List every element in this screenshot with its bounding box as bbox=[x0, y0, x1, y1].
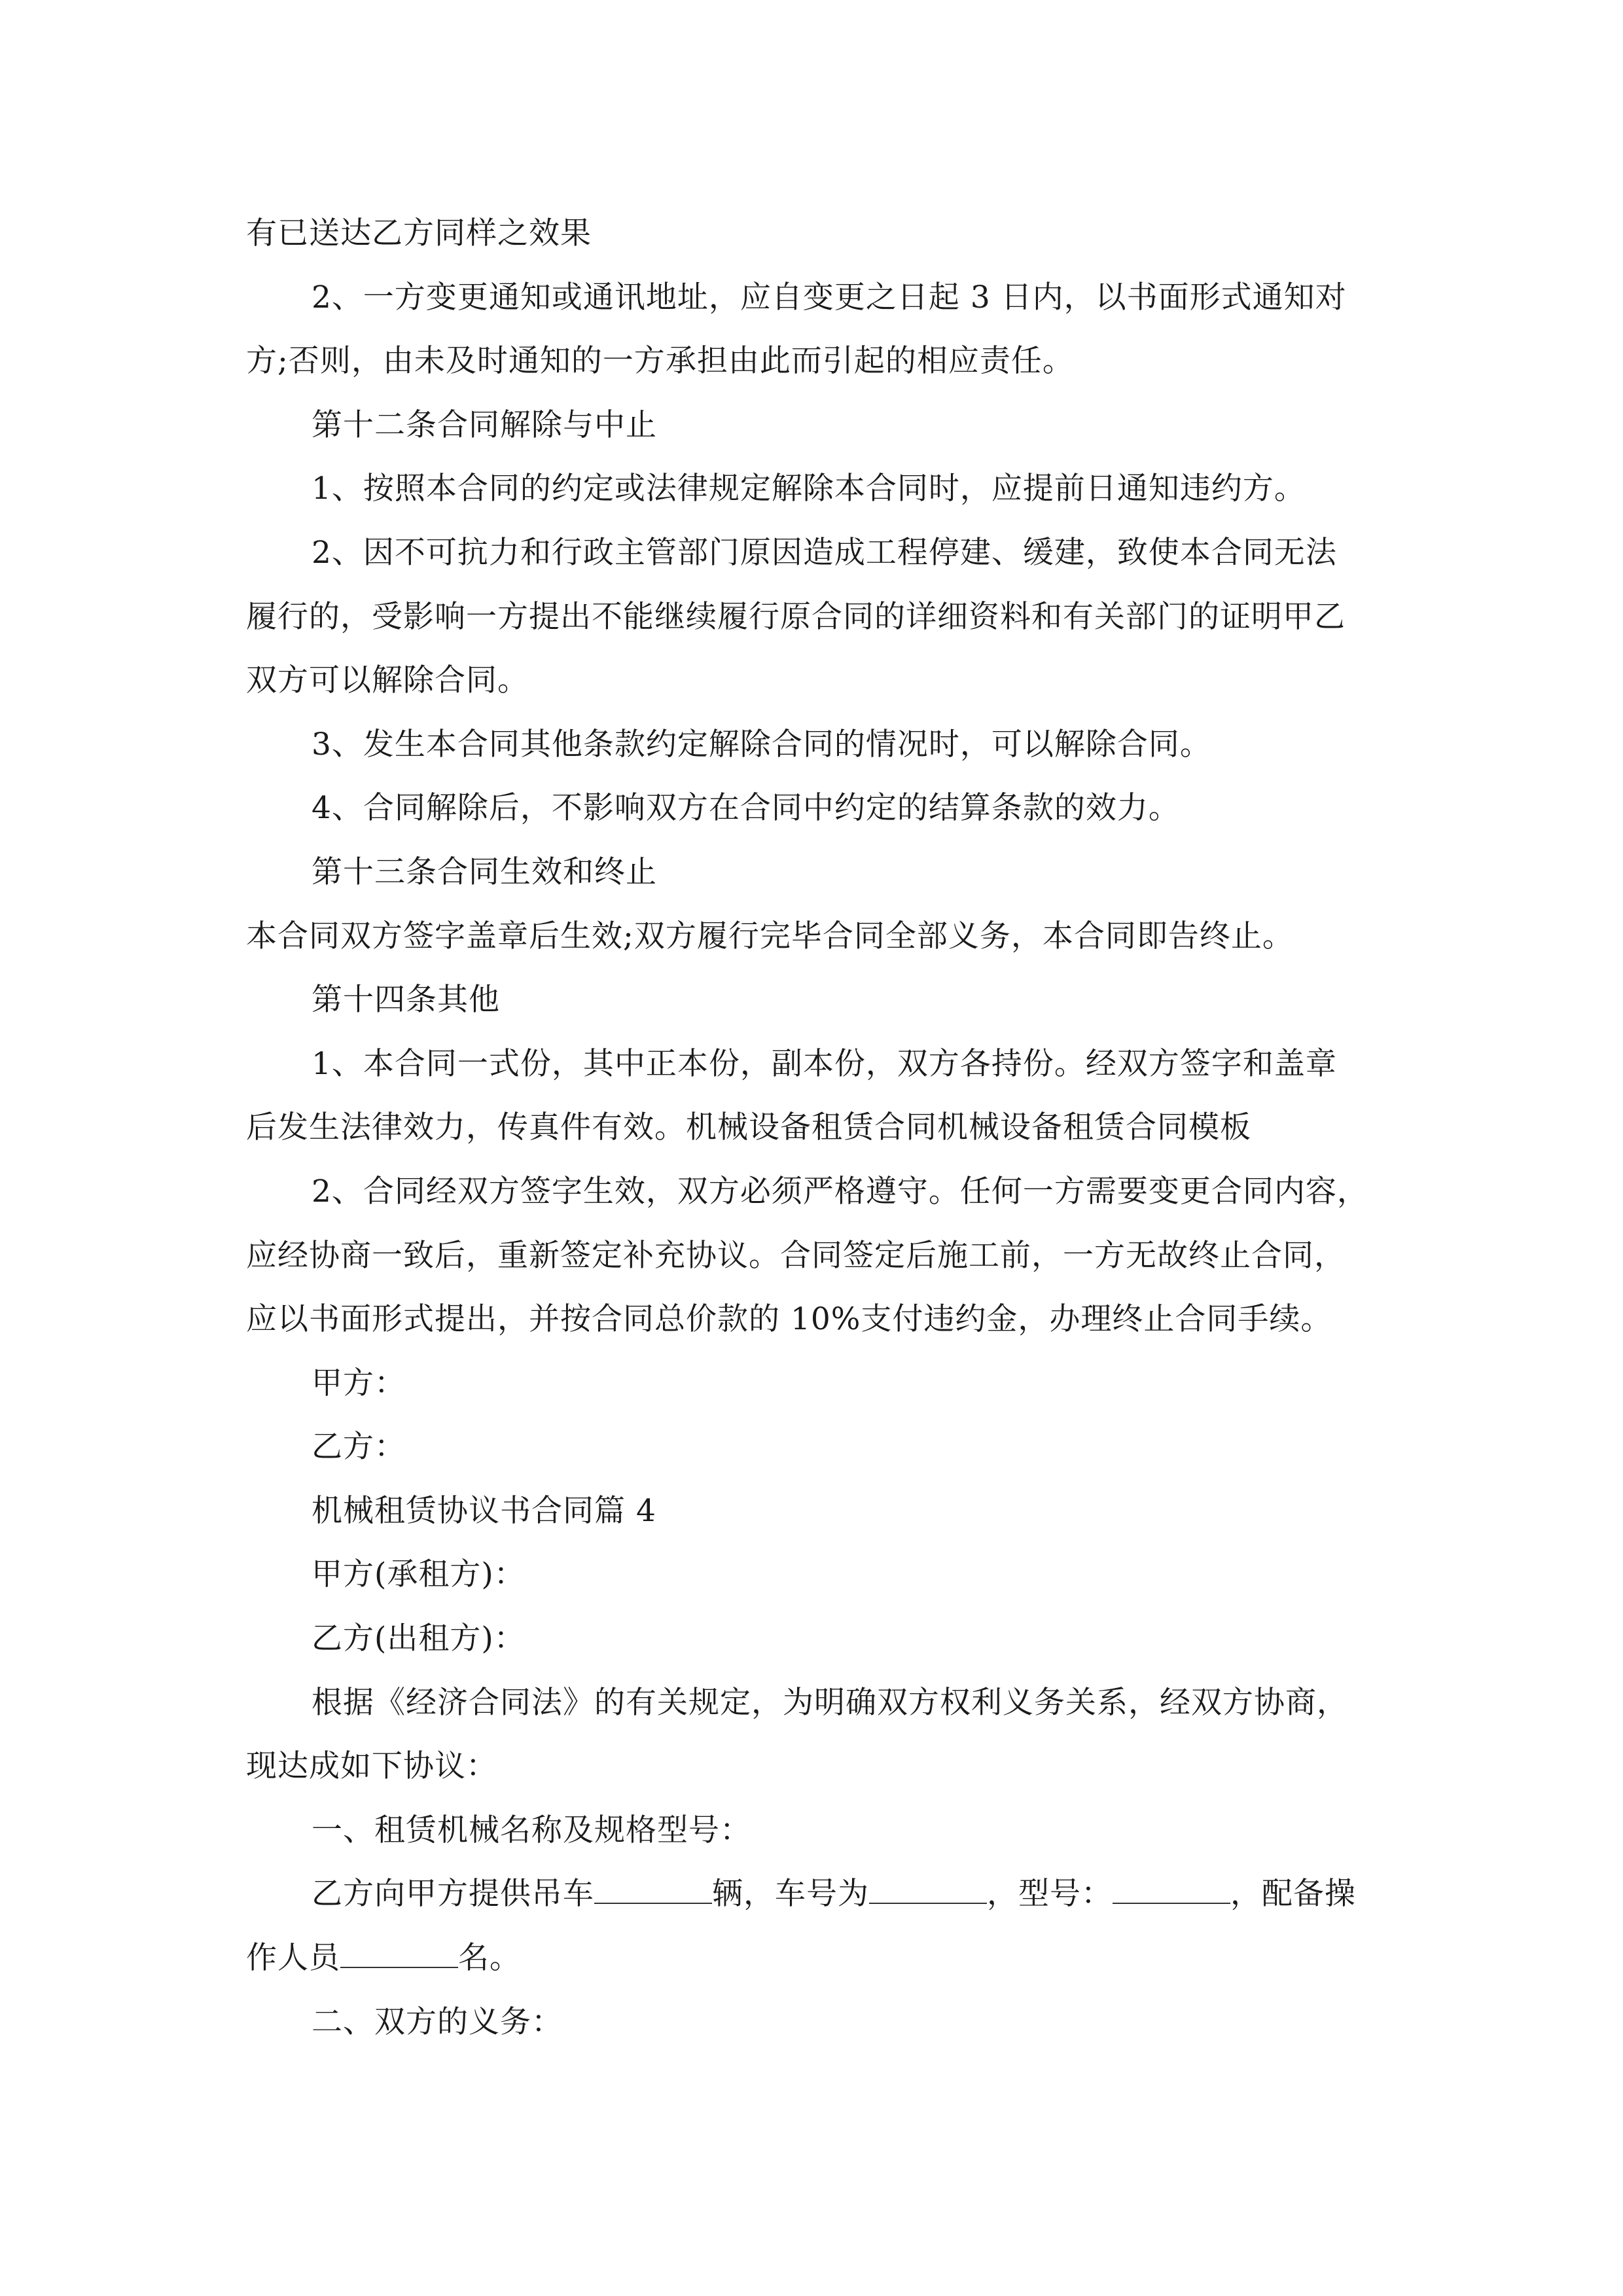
text-line: 有已送达乙方同样之效果 bbox=[246, 215, 592, 251]
lessee-label: 甲方(承租方)： bbox=[312, 1556, 526, 1593]
operator-line bbox=[246, 1926, 1398, 1990]
text-line: 现达成如下协议： bbox=[246, 1748, 497, 1785]
paragraph-line: 1、本合同一式份，其中正本份，副本份，双方各持份。经双方签字和盖章 bbox=[312, 1045, 1337, 1082]
section-heading: 第十三条合同生效和终止 bbox=[312, 853, 657, 890]
crane-count-blank bbox=[594, 1876, 712, 1904]
text-line: 本合同双方签字盖章后生效;双方履行完毕合同全部义务，本合同即告终止。 bbox=[246, 918, 1294, 954]
crane-text-3: ，型号： bbox=[987, 1876, 1113, 1912]
text-line: 方;否则，由未及时通知的一方承担由此而引起的相应责任。 bbox=[246, 343, 1074, 380]
party-b-label: 乙方： bbox=[312, 1429, 406, 1465]
crane-line bbox=[246, 1862, 1398, 1926]
paragraph-line: 2、合同经双方签字生效，双方必须严格遵守。任何一方需要变更合同内容， bbox=[312, 1173, 1368, 1210]
contract-title: 机械租赁协议书合同篇 4 bbox=[312, 1492, 656, 1529]
text-line: 应以书面形式提出，并按合同总价款的 10%支付违约金，办理终止合同手续。 bbox=[246, 1301, 1332, 1338]
section-heading: 第十二条合同解除与中止 bbox=[312, 406, 657, 443]
operator-text-2: 名。 bbox=[458, 1940, 521, 1977]
paragraph-line: 1、按照本合同的约定或法律规定解除本合同时，应提前日通知违约方。 bbox=[312, 471, 1306, 507]
paragraph-line: 根据《经济合同法》的有关规定，为明确双方权利义务关系，经双方协商， bbox=[312, 1684, 1348, 1721]
section-heading: 第十四条其他 bbox=[312, 982, 500, 1018]
text-line: 后发生法律效力，传真件有效。机械设备租赁合同机械设备租赁合同模板 bbox=[246, 1109, 1251, 1146]
text-line: 应经协商一致后，重新签定补充协议。合同签定后施工前，一方无故终止合同， bbox=[246, 1237, 1346, 1274]
paragraph-line: 3、发生本合同其他条款约定解除合同的情况时，可以解除合同。 bbox=[312, 726, 1211, 762]
model-blank bbox=[1113, 1876, 1230, 1904]
vehicle-number-blank bbox=[869, 1876, 987, 1904]
crane-text-4: ，配备操 bbox=[1230, 1876, 1356, 1912]
operator-count-blank bbox=[340, 1941, 458, 1968]
crane-text-2: 辆，车号为 bbox=[712, 1876, 869, 1912]
section-heading: 一、租赁机械名称及规格型号： bbox=[312, 1812, 751, 1848]
operator-text-1: 作人员 bbox=[246, 1940, 340, 1977]
paragraph-line: 2、因不可抗力和行政主管部门原因造成工程停建、缓建，致使本合同无法 bbox=[312, 534, 1337, 571]
lessor-label: 乙方(出租方)： bbox=[312, 1621, 526, 1657]
crane-text-1: 乙方向甲方提供吊车 bbox=[312, 1876, 594, 1912]
document-body bbox=[246, 202, 1398, 2054]
paragraph-line: 4、合同解除后，不影响双方在合同中约定的结算条款的效力。 bbox=[312, 790, 1180, 827]
text-line: 双方可以解除合同。 bbox=[246, 662, 529, 699]
text-line: 履行的，受影响一方提出不能继续履行原合同的详细资料和有关部门的证明甲乙 bbox=[246, 598, 1346, 635]
party-a-label: 甲方： bbox=[312, 1365, 406, 1401]
paragraph-line: 2、一方变更通知或通讯地址，应自变更之日起 3 日内，以书面形式通知对 bbox=[312, 279, 1347, 315]
section-heading: 二、双方的义务： bbox=[312, 2003, 563, 2040]
